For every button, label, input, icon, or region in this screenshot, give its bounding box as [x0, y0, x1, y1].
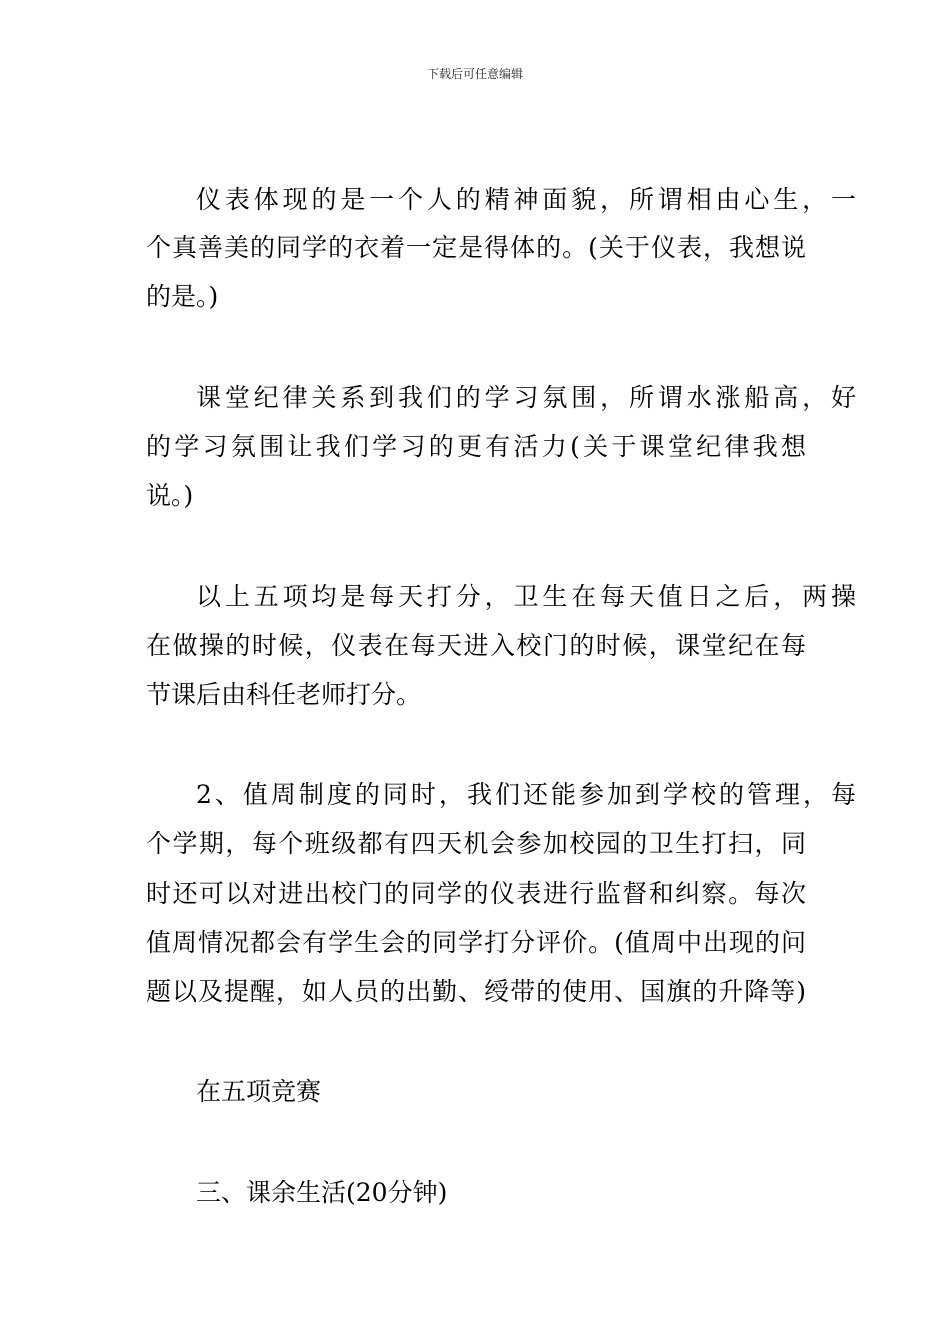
- paragraph-line: 题以及提醒，如人员的出勤、绶带的使用、国旗的升降等): [146, 977, 806, 1006]
- paragraph-line: 课堂纪律关系到我们的学习氛围，所谓水涨船高，好: [196, 383, 856, 412]
- paragraph-line: 的是。): [146, 282, 219, 311]
- paragraph-line: 在做操的时候，仪表在每天进入校门的时候，课堂纪在每: [146, 631, 806, 660]
- paragraph-line: 个真善美的同学的衣着一定是得体的。(关于仪表，我想说: [146, 233, 806, 262]
- paragraph-line: 以上五项均是每天打分，卫生在每天值日之后，两操: [196, 582, 856, 611]
- paragraph-line: 个学期，每个班级都有四天机会参加校园的卫生打扫，同: [146, 829, 806, 858]
- paragraph-line: 在五项竞赛: [196, 1077, 322, 1106]
- paragraph-line: 的学习氛围让我们学习的更有活力(关于课堂纪律我想: [146, 432, 806, 461]
- section-heading-text: 三、课余生活(20分钟): [196, 1178, 448, 1207]
- paragraph-line: 仪表体现的是一个人的精神面貌，所谓相由心生，一: [196, 185, 856, 214]
- paragraph-line: 时还可以对进出校门的同学的仪表进行监督和纠察。每次: [146, 879, 806, 908]
- paragraph-line: 2、值周制度的同时，我们还能参加到学校的管理，每: [196, 780, 856, 809]
- paragraph-line: 说。): [146, 481, 194, 510]
- paragraph-line: 节课后由科任老师打分。: [146, 680, 422, 709]
- paragraph-line: 值周情况都会有学生会的同学打分评价。(值周中出现的问: [146, 928, 806, 957]
- header-note: 下载后可任意编辑: [426, 67, 523, 81]
